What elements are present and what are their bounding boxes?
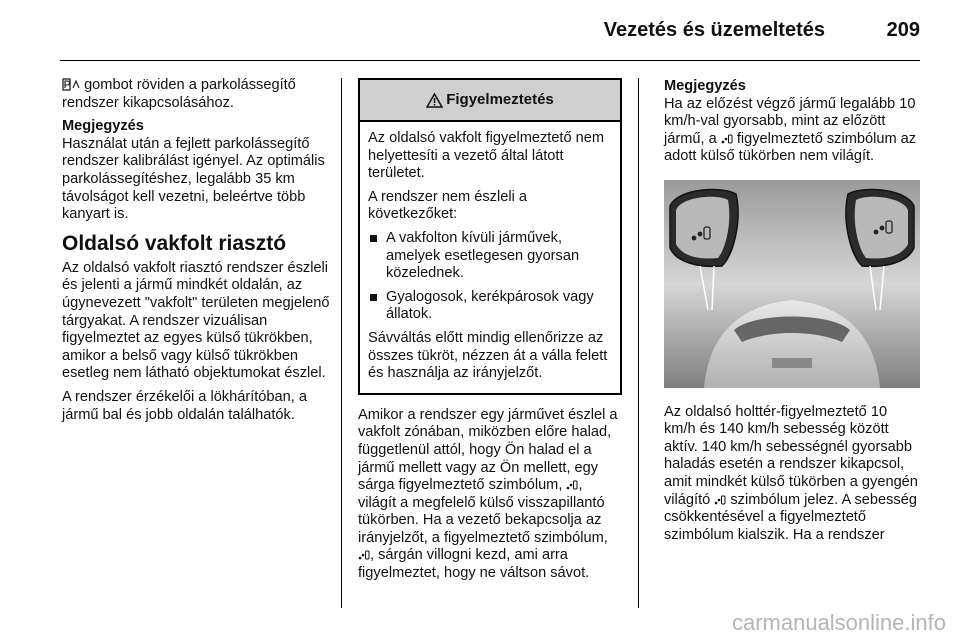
paragraph-2: A rendszer érzékelői a lökhárítóban, a jármű bal és jobb oldalán találhatók. (62, 388, 307, 423)
section-title: Oldalsó vakfolt riasztó (62, 231, 287, 255)
warning-box (358, 78, 622, 395)
warning-text-3: Sávváltás előtt mindig ellenőrizze az összes tükröt, nézzen át a válla felett és használja az irányjelzőt. (368, 329, 608, 382)
blind-spot-icon (358, 549, 370, 561)
bullet-text: Gyalogosok, kerékpárosok vagy állatok. (386, 288, 594, 323)
warning-header (360, 80, 620, 122)
page-title: Vezetés és üzemeltetés (603, 19, 825, 41)
col2-text-1: Amikor a rendszer egy járművet észlel a vakfolt zónában, miközben előre halad, függetlenül attól, hogy Ön halad el a jármű mellett vagy az Ön mellett, egy sárga figyelmeztető szimbólum, (358, 406, 618, 494)
note-text: Használat után a fejlett parkolássegítő rendszer kalibrálást igényel. Az optimális parkolássegítéshez, legalább 35 km távolságot kell vezetni, beleértve több kanyart is. (62, 135, 325, 223)
blind-spot-icon (721, 133, 733, 145)
watermark: carmanualsonline.info (731, 610, 946, 635)
mirror-illustration (664, 180, 920, 388)
col3-text-1: Az oldalsó holttér-figyelmeztető 10 km/h és 140 km/h sebesség között aktív. 140 km/h sebességnél gyorsabb haladás esetén a rendszer kikapcsol, amit mindkét külső tükörben a gyengén világító (664, 403, 918, 508)
page-number: 209 (886, 19, 920, 41)
warning-body (360, 122, 620, 393)
note-block (62, 118, 330, 224)
col3-paragraph (664, 404, 922, 545)
col3-text-2: szimbólum jelez. A sebesség csökkentésével a figyelmeztető szimbólum kialszik. Ha a rendszer (664, 491, 917, 543)
bullet-text: A vakfolton kívüli járművek, amelyek esetlegesen gyorsan közelednek. (386, 229, 580, 282)
paragraph-1: Az oldalsó vakfolt riasztó rendszer észleli és jelenti a jármű mindkét oldalán, az úgynevezett "vakfolt" területen megjelenő tárgyakat. A rendszer vizuálisan figyelmeztet az egyes külső tükrökben, amikor a belső vagy külső tükrökben esetleg nem látható objektumokat észlel. (62, 259, 330, 382)
bullet-icon (370, 235, 377, 242)
note-text-2: figyelmeztető szimbólum az adott külső tükörben nem világít. (664, 130, 917, 165)
note-heading: Megjegyzés (664, 78, 746, 94)
column-1 (62, 77, 330, 430)
column-divider-1 (341, 78, 342, 608)
bullet-icon (370, 294, 377, 301)
blind-spot-icon (566, 479, 578, 491)
intro-text: gombot röviden a parkolássegítő rendszer kikapcsolásához. (62, 77, 296, 111)
col2-text-2: , világít a megfelelő külső visszapillantó tükörben. Ha a vezető bekapcsolja az irányjelzőt, a figyelmeztető szimbólum, (358, 477, 608, 546)
list-item (368, 289, 612, 324)
blind-spot-icon (714, 494, 726, 506)
warning-text-1: Az oldalsó vakfolt figyelmeztető nem helyettesíti a vezető által látott területet. (368, 130, 605, 182)
warning-triangle-icon (426, 93, 443, 108)
park-assist-off-icon (62, 78, 80, 91)
note-text-1: Ha az előzést végző jármű legalább 10 km/h-val gyorsabb, mint az előzött jármű, a (664, 95, 916, 147)
note-heading: Megjegyzés (62, 118, 144, 135)
col2-text-3: , sárgán villogni kezd, ami arra figyelmeztet, hogy ne váltson sávot. (358, 547, 590, 582)
warning-text-2: A rendszer nem észleli a következőket: (368, 188, 527, 223)
column-3 (664, 78, 922, 550)
column-divider-2 (638, 78, 639, 608)
page-header (60, 0, 920, 61)
col2-paragraph (358, 407, 622, 583)
list-item (368, 230, 612, 283)
note-block-2 (664, 78, 922, 166)
warning-title: Figyelmeztetés (446, 91, 554, 109)
intro-paragraph (62, 77, 330, 112)
column-2 (358, 78, 622, 589)
